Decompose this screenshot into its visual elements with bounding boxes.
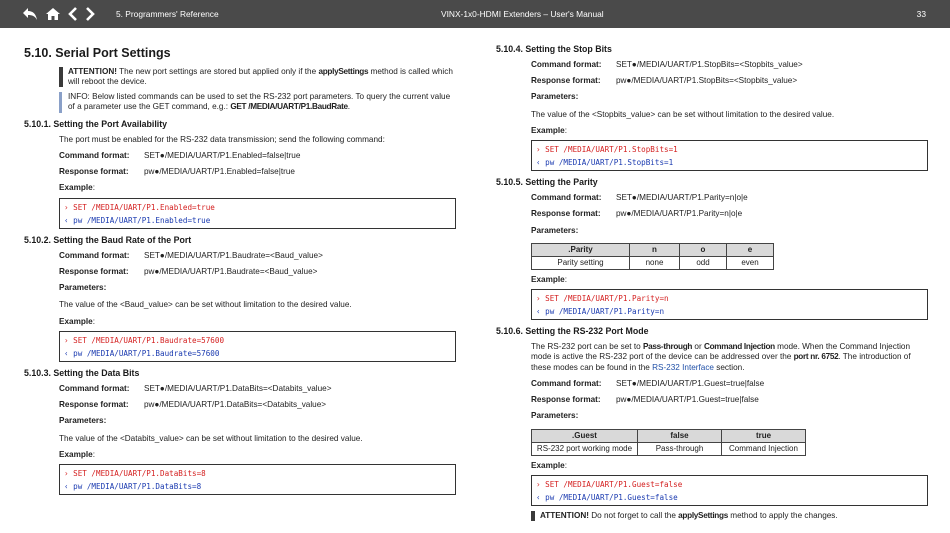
attention-note xyxy=(531,511,928,521)
parity-table xyxy=(531,243,774,270)
code-send-line: › SET /MEDIA/UART/P1.DataBits=8 xyxy=(64,469,206,479)
paragraph: The value of the <Stopbits_value> can be set without limitation to the desired value. xyxy=(531,109,835,119)
page-number: 33 xyxy=(916,8,926,19)
attention-text-c: method is called which will reboot the device. xyxy=(68,66,453,86)
subsection-heading-data-bits: 5.10.3. Setting the Data Bits xyxy=(24,367,140,378)
subsection-heading-port-mode: 5.10.6. Setting the RS-232 Port Mode xyxy=(496,326,649,337)
paragraph: The value of the <Databits_value> can be set without limitation to the desired value. xyxy=(59,433,363,443)
example-label-row: Example: xyxy=(59,316,95,326)
response-format-row xyxy=(531,395,928,405)
response-format-row xyxy=(59,267,456,277)
table-cell: Parity setting xyxy=(532,256,630,269)
response-format-label: Response format: xyxy=(59,167,129,177)
example-label-row: Example: xyxy=(531,460,567,470)
response-format-value: pw●/MEDIA/UART/P1.StopBits=<Stopbits_value> xyxy=(616,76,798,86)
example-label: Example xyxy=(59,183,93,193)
attention-text-c: method to apply the changes. xyxy=(727,510,838,520)
example-label-row: Example: xyxy=(531,125,567,135)
attention-label: ATTENTION! xyxy=(540,510,589,520)
example-label-row: Example: xyxy=(531,274,567,284)
header-bar xyxy=(0,0,950,28)
table-header-row xyxy=(532,243,774,256)
command-format-value: SET●/MEDIA/UART/P1.DataBits=<Databits_value> xyxy=(144,383,332,393)
rs232-interface-link[interactable]: RS-232 Interface xyxy=(652,362,714,372)
response-format-value: pw●/MEDIA/UART/P1.DataBits=<Databits_value> xyxy=(144,400,327,410)
code-example xyxy=(531,289,928,320)
command-format-row xyxy=(531,193,928,203)
left-column xyxy=(24,44,456,500)
code-send-line: › SET /MEDIA/UART/P1.StopBits=1 xyxy=(536,145,678,155)
code-send-line: › SET /MEDIA/UART/P1.Parity=n xyxy=(536,294,669,304)
response-format-value: pw●/MEDIA/UART/P1.Enabled=false|true xyxy=(144,167,295,177)
guest-table xyxy=(531,429,806,456)
table-cell: RS-232 port working mode xyxy=(532,442,638,455)
next-page-icon[interactable] xyxy=(85,7,95,21)
example-label: Example xyxy=(59,316,93,326)
command-format-value: SET●/MEDIA/UART/P1.StopBits=<Stopbits_value> xyxy=(616,59,803,69)
response-format-label: Response format: xyxy=(531,76,601,86)
response-format-label: Response format: xyxy=(531,395,601,405)
example-label: Example xyxy=(531,274,565,284)
example-label-row: Example: xyxy=(59,449,95,459)
text-part: . The introduction of these modes can be found in the xyxy=(531,352,911,372)
example-label: Example xyxy=(531,460,565,470)
command-format-label: Command format: xyxy=(59,150,130,160)
parameters-label: Parameters: xyxy=(59,283,107,293)
subsection-heading-parity: 5.10.5. Setting the Parity xyxy=(496,177,598,188)
text-part: section. xyxy=(713,362,745,372)
response-format-label: Response format: xyxy=(59,266,129,276)
parameters-label: Parameters: xyxy=(531,411,579,421)
prev-page-icon[interactable] xyxy=(68,7,78,21)
response-format-value: pw●/MEDIA/UART/P1.Parity=n|o|e xyxy=(616,209,743,219)
code-example xyxy=(59,331,456,362)
code-response-line: ‹ pw /MEDIA/UART/P1.Guest=false xyxy=(536,492,678,502)
home-icon[interactable] xyxy=(45,7,61,21)
paragraph: The value of the <Baud_value> can be set without limitation to the desired value. xyxy=(59,300,352,310)
command-format-row xyxy=(59,384,456,394)
example-label: Example xyxy=(531,125,565,135)
table-row xyxy=(532,256,774,269)
response-format-value: pw●/MEDIA/UART/P1.Baudrate=<Baud_value> xyxy=(144,266,318,276)
parameters-label: Parameters: xyxy=(531,92,579,102)
command-format-value: SET●/MEDIA/UART/P1.Guest=true|false xyxy=(616,378,765,388)
table-cell: none xyxy=(630,256,680,269)
command-format-label: Command format: xyxy=(59,250,130,260)
attention-text-a: The new port settings are stored but applied only if the xyxy=(116,66,319,76)
paragraph: The port must be enabled for the RS-232 data transmission; send the following command: xyxy=(59,134,385,144)
command-format-label: Command format: xyxy=(531,59,602,69)
response-format-row xyxy=(59,400,456,410)
table-cell: odd xyxy=(680,256,727,269)
table-header-cell: e xyxy=(727,243,774,256)
text-part: The RS-232 port can be set to xyxy=(531,342,643,352)
table-header-row xyxy=(532,429,806,442)
text-part: mode. When the Command Injection mode is active the RS-232 port of the device can be addressed over the xyxy=(531,342,911,362)
code-example xyxy=(59,198,456,229)
table-header-cell: false xyxy=(638,429,722,442)
code-response-line: ‹ pw /MEDIA/UART/P1.Baudrate=57600 xyxy=(64,348,220,358)
command-format-label: Command format: xyxy=(531,193,602,203)
table-header-cell: o xyxy=(680,243,727,256)
example-label-row: Example: xyxy=(59,183,95,193)
section-breadcrumb[interactable]: 5. Programmers' Reference xyxy=(116,8,219,19)
code-example xyxy=(59,464,456,495)
example-label: Example xyxy=(59,449,93,459)
code-send-line: › SET /MEDIA/UART/P1.Guest=false xyxy=(536,479,683,489)
code-response-line: ‹ pw /MEDIA/UART/P1.Parity=n xyxy=(536,307,665,317)
table-cell: Command Injection xyxy=(722,442,806,455)
command-format-row xyxy=(531,60,928,70)
table-cell: even xyxy=(727,256,774,269)
back-icon[interactable] xyxy=(22,7,38,21)
port-number: port nr. 6752 xyxy=(793,352,839,362)
table-row xyxy=(532,442,806,455)
code-send-line: › SET /MEDIA/UART/P1.Enabled=true xyxy=(64,202,215,212)
attention-method: applySettings xyxy=(318,66,369,76)
document-title: VINX-1x0-HDMI Extenders – User's Manual xyxy=(441,8,604,19)
table-cell: Pass-through xyxy=(638,442,722,455)
info-command: GET /MEDIA/UART/P1.BaudRate xyxy=(230,102,348,112)
attention-text-a: Do not forget to call the xyxy=(588,510,679,520)
mode-command-injection: Command Injection xyxy=(703,342,775,352)
command-format-label: Command format: xyxy=(531,378,602,388)
response-format-value: pw●/MEDIA/UART/P1.Guest=true|false xyxy=(616,395,759,405)
parameters-label: Parameters: xyxy=(531,225,579,235)
info-text-c: . xyxy=(347,102,351,112)
command-format-label: Command format: xyxy=(59,383,130,393)
response-format-label: Response format: xyxy=(531,209,601,219)
response-format-row xyxy=(531,76,928,86)
text-part: or xyxy=(692,342,704,352)
command-format-row xyxy=(531,379,928,389)
subsection-heading-baud-rate: 5.10.2. Setting the Baud Rate of the Port xyxy=(24,234,192,245)
response-format-row xyxy=(59,167,456,177)
command-format-value: SET●/MEDIA/UART/P1.Baudrate=<Baud_value> xyxy=(144,250,323,260)
table-header-cell: .Parity xyxy=(532,243,630,256)
code-example xyxy=(531,140,928,171)
section-heading: 5.10. Serial Port Settings xyxy=(24,46,171,60)
info-note xyxy=(59,92,456,113)
command-format-value: SET●/MEDIA/UART/P1.Enabled=false|true xyxy=(144,150,301,160)
subsection-heading-port-availability: 5.10.1. Setting the Port Availability xyxy=(24,118,168,129)
right-column xyxy=(496,44,928,521)
attention-method: applySettings xyxy=(678,510,728,520)
info-text-a: INFO: Below listed commands can be used to set the RS-232 port parameters. To query the current value of a parameter use the GET command, e.g.: xyxy=(68,92,451,112)
parameters-label: Parameters: xyxy=(59,416,107,426)
table-header-cell: n xyxy=(630,243,680,256)
code-response-line: ‹ pw /MEDIA/UART/P1.DataBits=8 xyxy=(64,482,202,492)
command-format-row xyxy=(59,151,456,161)
attention-note xyxy=(59,67,456,88)
attention-label: ATTENTION! xyxy=(68,66,117,76)
table-header-cell: .Guest xyxy=(532,429,638,442)
response-format-row xyxy=(531,209,928,219)
command-format-value: SET●/MEDIA/UART/P1.Parity=n|o|e xyxy=(616,193,748,203)
code-response-line: ‹ pw /MEDIA/UART/P1.StopBits=1 xyxy=(536,158,674,168)
command-format-row xyxy=(59,251,456,261)
code-example xyxy=(531,475,928,506)
subsection-heading-stop-bits: 5.10.4. Setting the Stop Bits xyxy=(496,44,612,54)
mode-pass-through: Pass-through xyxy=(642,342,693,352)
response-format-label: Response format: xyxy=(59,400,129,410)
code-response-line: ‹ pw /MEDIA/UART/P1.Enabled=true xyxy=(64,215,211,225)
nav-buttons xyxy=(22,7,114,21)
table-header-cell: true xyxy=(722,429,806,442)
code-send-line: › SET /MEDIA/UART/P1.Baudrate=57600 xyxy=(64,335,225,345)
port-mode-paragraph xyxy=(531,342,928,373)
